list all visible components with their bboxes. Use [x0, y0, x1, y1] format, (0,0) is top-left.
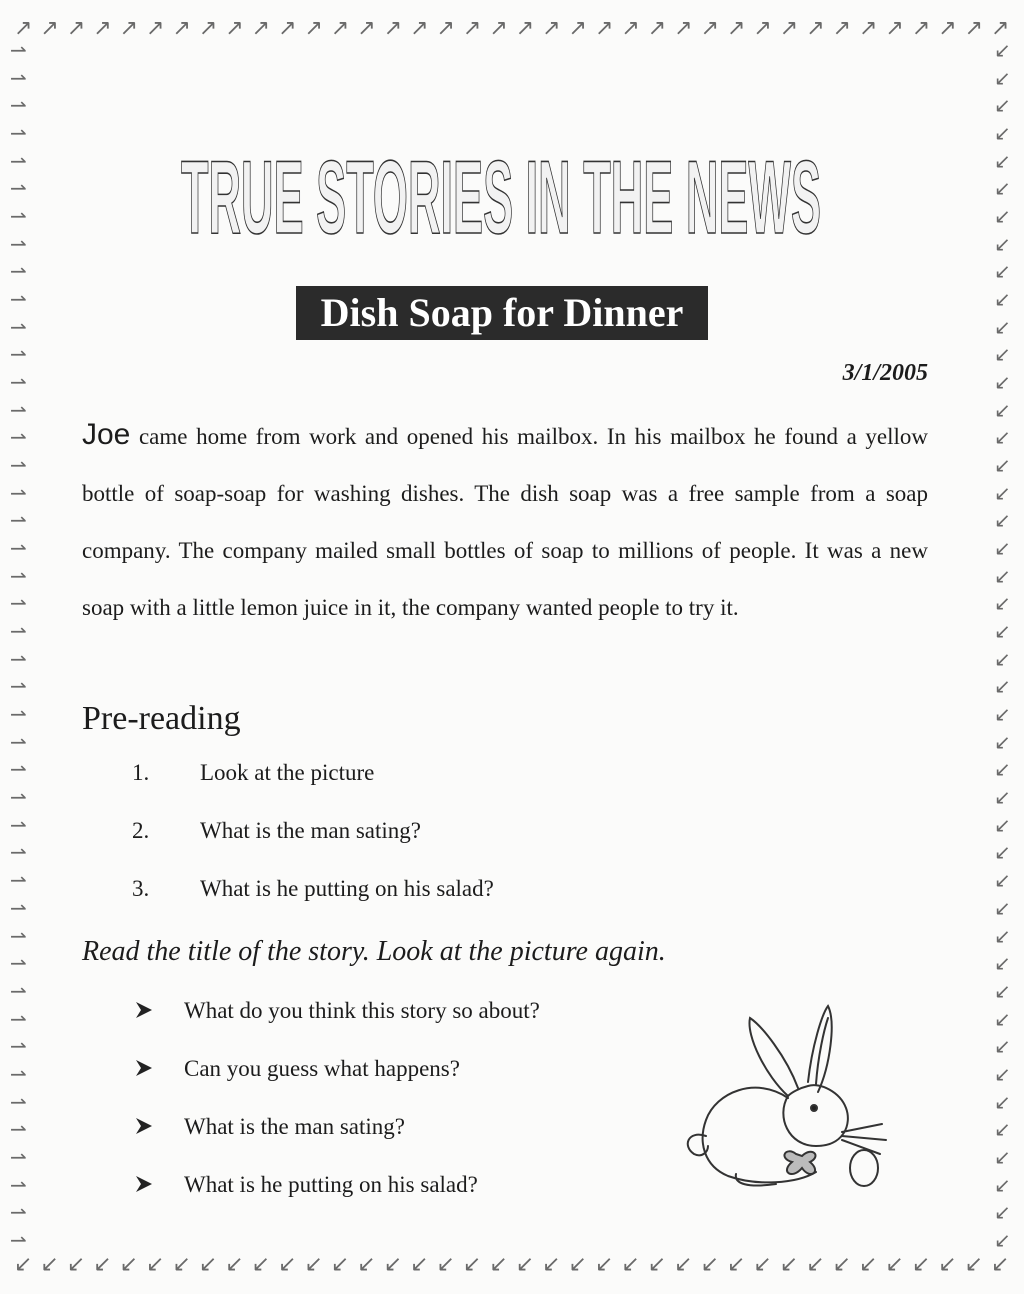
arrow-leaf-icon: ⇀ [10, 93, 27, 118]
arrow-leaf-icon: ⇀ [10, 38, 27, 62]
arrow-leaf-icon: ⇀ [10, 425, 27, 450]
arrow-leaf-icon: ↙ [911, 1252, 931, 1277]
arrow-leaf-icon: ↗ [621, 16, 640, 41]
arrow-leaf-icon: ⇀ [10, 895, 27, 920]
arrow-leaf-icon: ⇀ [10, 812, 27, 837]
arrow-leaf-icon: ↗ [93, 16, 112, 41]
story-paragraph [82, 406, 928, 636]
arrow-leaf-icon: ↙ [568, 1252, 587, 1277]
arrow-leaf-icon: ↙ [994, 121, 1011, 146]
arrow-leaf-icon: ↙ [383, 1252, 403, 1277]
arrow-leaf-icon: ↗ [647, 16, 667, 41]
arrow-leaf-icon: ↗ [674, 16, 693, 41]
arrow-leaf-icon: ↗ [964, 16, 984, 41]
arrow-leaf-icon: ↙ [994, 453, 1011, 478]
arrow-leaf-icon: ↙ [994, 951, 1011, 976]
arrow-leaf-icon: ↙ [994, 674, 1011, 699]
arrow-leaf-icon: ⇀ [10, 508, 27, 533]
arrow-leaf-icon: ⇀ [10, 65, 27, 90]
arrow-leaf-icon: ↙ [700, 1252, 719, 1277]
arrow-leaf-icon: ↙ [994, 1172, 1011, 1197]
arrow-leaf-icon: ↙ [674, 1252, 693, 1277]
arrow-leaf-icon: ↗ [304, 16, 323, 41]
question-text: What is the man sating? [184, 1114, 405, 1139]
arrow-leaf-icon: ↙ [994, 425, 1011, 450]
arrow-leaf-icon: ↗ [700, 16, 719, 41]
arrow-leaf-icon: ⇀ [10, 757, 27, 782]
arrow-leaf-icon: ↗ [911, 16, 931, 41]
arrow-leaf-icon: ↗ [594, 16, 614, 41]
arrow-leaf-icon: ↙ [146, 1252, 165, 1277]
arrow-leaf-icon: ⇀ [10, 1200, 27, 1225]
arrow-leaf-icon: ↗ [542, 16, 561, 41]
question-text: What is he putting on his salad? [184, 1172, 478, 1197]
arrow-leaf-icon: ↙ [994, 65, 1011, 90]
arrow-leaf-icon: ↗ [383, 16, 403, 41]
left-border [10, 40, 27, 1250]
arrow-leaf-icon: ↗ [462, 16, 482, 41]
arrow-leaf-icon: ↗ [489, 16, 508, 41]
arrow-leaf-icon: ↗ [832, 16, 852, 41]
arrow-leaf-icon: ↙ [93, 1252, 112, 1277]
arrow-leaf-icon: ↙ [994, 729, 1011, 754]
arrowhead-bullet-icon [134, 1172, 154, 1196]
arrow-leaf-icon: ↙ [436, 1252, 455, 1277]
arrow-leaf-icon: ⇀ [10, 923, 27, 948]
list-text: What is the man sating? [200, 818, 421, 843]
arrow-leaf-icon: ⇀ [10, 231, 27, 256]
list-number: 1. [132, 760, 150, 785]
arrow-leaf-icon: ↙ [994, 1006, 1011, 1031]
arrow-leaf-icon: ↙ [753, 1252, 772, 1277]
arrow-leaf-icon: ↙ [172, 1252, 191, 1277]
arrow-leaf-icon: ↙ [994, 757, 1011, 782]
arrow-leaf-icon: ⇀ [10, 453, 27, 478]
arrow-leaf-icon: ↙ [462, 1252, 482, 1277]
arrow-leaf-icon: ↗ [410, 16, 429, 41]
arrow-leaf-icon: ⇀ [10, 1061, 27, 1086]
arrow-leaf-icon: ↙ [806, 1252, 825, 1277]
arrow-leaf-icon: ⇀ [10, 1117, 27, 1142]
arrow-leaf-icon: ↙ [198, 1252, 218, 1277]
arrow-leaf-icon: ↗ [119, 16, 139, 41]
arrow-leaf-icon: ↙ [594, 1252, 614, 1277]
arrow-leaf-icon: ⇀ [10, 1227, 27, 1252]
arrow-leaf-icon: ↙ [994, 38, 1011, 62]
arrow-leaf-icon: ↗ [357, 16, 376, 41]
question-text: Can you guess what happens? [184, 1056, 460, 1081]
arrow-leaf-icon: ↙ [726, 1252, 746, 1277]
arrow-leaf-icon: ↗ [885, 16, 904, 41]
arrow-leaf-icon: ⇀ [10, 868, 27, 893]
arrow-leaf-icon: ↗ [779, 16, 799, 41]
arrow-leaf-icon: ↙ [994, 148, 1011, 173]
arrow-leaf-icon: ⇀ [10, 1006, 27, 1031]
arrow-leaf-icon: ↗ [14, 16, 33, 41]
list-number: 3. [132, 876, 150, 901]
rabbit-icon [676, 996, 906, 1196]
arrow-leaf-icon: ↗ [198, 16, 218, 41]
arrow-leaf-icon: ↗ [938, 16, 957, 41]
arrow-leaf-icon: ↙ [994, 785, 1011, 810]
list-text: Look at the picture [200, 760, 375, 785]
arrow-leaf-icon: ⇀ [10, 1034, 27, 1059]
arrow-leaf-icon: ⇀ [10, 121, 27, 146]
arrow-leaf-icon: ↙ [40, 1252, 59, 1277]
arrow-leaf-icon: ↗ [568, 16, 587, 41]
arrow-leaf-icon: ↙ [994, 370, 1011, 395]
arrow-leaf-icon: ↗ [225, 16, 244, 41]
arrow-leaf-icon: ⇀ [10, 176, 27, 201]
arrow-leaf-icon: ↙ [515, 1252, 535, 1277]
arrow-leaf-icon: ↙ [994, 868, 1011, 893]
arrow-leaf-icon: ↙ [994, 397, 1011, 422]
arrow-leaf-icon: ↙ [938, 1252, 957, 1277]
arrow-leaf-icon: ↙ [779, 1252, 799, 1277]
arrowhead-bullet-icon [134, 998, 154, 1022]
arrow-leaf-icon: ⇀ [10, 370, 27, 395]
arrow-leaf-icon: ↙ [994, 287, 1011, 312]
arrow-leaf-icon: ↙ [994, 314, 1011, 339]
arrow-leaf-icon: ↙ [991, 1252, 1010, 1277]
right-border [994, 40, 1011, 1250]
arrow-leaf-icon: ↗ [991, 16, 1010, 41]
arrow-leaf-icon: ⇀ [10, 646, 27, 671]
arrow-leaf-icon: ⇀ [10, 1089, 27, 1114]
arrow-leaf-icon: ↙ [278, 1252, 297, 1277]
instruction-text: Read the title of the story. Look at the picture again. [82, 936, 666, 967]
arrow-leaf-icon: ⇀ [10, 591, 27, 616]
arrow-leaf-icon: ↗ [436, 16, 455, 41]
story-lead-word: Joe [82, 418, 131, 451]
story-title: Dish Soap for Dinner [296, 286, 708, 340]
arrow-leaf-icon: ↙ [994, 702, 1011, 727]
arrow-leaf-icon: ↙ [994, 1117, 1011, 1142]
arrow-leaf-icon: ⇀ [10, 785, 27, 810]
arrow-leaf-icon: ↗ [330, 16, 350, 41]
top-border [0, 18, 1024, 40]
arrow-leaf-icon: ⇀ [10, 978, 27, 1003]
arrow-leaf-icon: ↙ [885, 1252, 904, 1277]
arrow-leaf-icon: ↙ [994, 480, 1011, 505]
list-text: What is he putting on his salad? [200, 876, 494, 901]
banner-text: TRUE STORIES IN THE NEWS [181, 140, 821, 255]
arrow-leaf-icon: ⇀ [10, 951, 27, 976]
arrow-leaf-icon: ↙ [410, 1252, 429, 1277]
arrow-leaf-icon: ↙ [489, 1252, 508, 1277]
arrow-leaf-icon: ⇀ [10, 480, 27, 505]
arrow-leaf-icon: ↙ [994, 619, 1011, 644]
arrow-leaf-icon: ↙ [357, 1252, 376, 1277]
arrow-leaf-icon: ↙ [994, 93, 1011, 118]
arrow-leaf-icon: ⇀ [10, 314, 27, 339]
arrow-leaf-icon: ↙ [994, 646, 1011, 671]
arrow-leaf-icon: ⇀ [10, 702, 27, 727]
arrow-leaf-icon: ↙ [994, 204, 1011, 229]
question-text: What do you think this story so about? [184, 998, 540, 1023]
banner-wordart [176, 135, 826, 255]
arrow-leaf-icon: ⇀ [10, 563, 27, 588]
arrow-leaf-icon: ⇀ [10, 342, 27, 367]
prereading-heading: Pre-reading [82, 700, 241, 737]
arrow-leaf-icon: ↙ [994, 1061, 1011, 1086]
arrow-leaf-icon: ↗ [515, 16, 535, 41]
arrow-leaf-icon: ↙ [964, 1252, 984, 1277]
arrow-leaf-icon: ↗ [172, 16, 191, 41]
story-text: came home from work and opened his mailbox. In his mailbox he found a yellow bottle of soap-soap for washing dishes. The dish soap was a free sample from a soap company. The company mailed small bottles of soap to millions of people. It was a new soap with a little lemon juice in it, the company wanted people to try it. [82, 424, 928, 620]
arrow-leaf-icon: ⇀ [10, 1172, 27, 1197]
arrow-leaf-icon: ⇀ [10, 204, 27, 229]
arrow-leaf-icon: ↙ [994, 342, 1011, 367]
story-date: 3/1/2005 [842, 360, 928, 386]
arrow-leaf-icon: ↙ [994, 1227, 1011, 1252]
arrow-leaf-icon: ↗ [278, 16, 297, 41]
arrow-leaf-icon: ↗ [146, 16, 165, 41]
arrow-leaf-icon: ↙ [994, 978, 1011, 1003]
arrow-leaf-icon: ↙ [994, 259, 1011, 284]
arrow-leaf-icon: ↙ [119, 1252, 139, 1277]
arrow-leaf-icon: ↗ [726, 16, 746, 41]
arrow-leaf-icon: ↗ [753, 16, 772, 41]
arrow-leaf-icon: ↗ [251, 16, 271, 41]
arrow-leaf-icon: ⇀ [10, 840, 27, 865]
arrow-leaf-icon: ⇀ [10, 729, 27, 754]
arrow-leaf-icon: ↙ [66, 1252, 86, 1277]
arrow-leaf-icon: ↙ [994, 563, 1011, 588]
arrow-leaf-icon: ↙ [994, 1144, 1011, 1169]
arrow-leaf-icon: ⇀ [10, 674, 27, 699]
arrow-leaf-icon: ↙ [251, 1252, 271, 1277]
arrow-leaf-icon: ⇀ [10, 287, 27, 312]
arrow-leaf-icon: ↙ [994, 1034, 1011, 1059]
arrow-leaf-icon: ↙ [994, 812, 1011, 837]
arrow-leaf-icon: ↙ [225, 1252, 244, 1277]
arrow-leaf-icon: ↗ [40, 16, 59, 41]
arrow-leaf-icon: ↙ [994, 923, 1011, 948]
arrow-leaf-icon: ↙ [994, 1200, 1011, 1225]
arrow-leaf-icon: ⇀ [10, 148, 27, 173]
arrow-leaf-icon: ↗ [806, 16, 825, 41]
arrow-leaf-icon: ↙ [14, 1252, 33, 1277]
arrow-leaf-icon: ⇀ [10, 536, 27, 561]
arrowhead-bullet-icon [134, 1056, 154, 1080]
arrow-leaf-icon: ⇀ [10, 397, 27, 422]
arrowhead-bullet-icon [134, 1114, 154, 1138]
arrow-leaf-icon: ↙ [330, 1252, 350, 1277]
arrow-leaf-icon: ↙ [994, 591, 1011, 616]
arrow-leaf-icon: ↙ [994, 231, 1011, 256]
arrow-leaf-icon: ↙ [994, 840, 1011, 865]
arrow-leaf-icon: ↙ [542, 1252, 561, 1277]
arrow-leaf-icon: ↗ [66, 16, 86, 41]
arrow-leaf-icon: ↙ [859, 1252, 878, 1277]
arrow-leaf-icon: ↙ [994, 508, 1011, 533]
arrow-leaf-icon: ⇀ [10, 1144, 27, 1169]
arrow-leaf-icon: ↗ [859, 16, 878, 41]
arrow-leaf-icon: ↙ [647, 1252, 667, 1277]
arrow-leaf-icon: ↙ [994, 176, 1011, 201]
arrow-leaf-icon: ↙ [621, 1252, 640, 1277]
arrow-leaf-icon: ↙ [994, 1089, 1011, 1114]
arrow-leaf-icon: ↙ [994, 895, 1011, 920]
bottom-border [0, 1254, 1024, 1276]
arrow-leaf-icon: ↙ [832, 1252, 852, 1277]
arrow-leaf-icon: ⇀ [10, 259, 27, 284]
arrow-leaf-icon: ⇀ [10, 619, 27, 644]
list-number: 2. [132, 818, 150, 843]
arrow-leaf-icon: ↙ [304, 1252, 323, 1277]
arrow-leaf-icon: ↙ [994, 536, 1011, 561]
